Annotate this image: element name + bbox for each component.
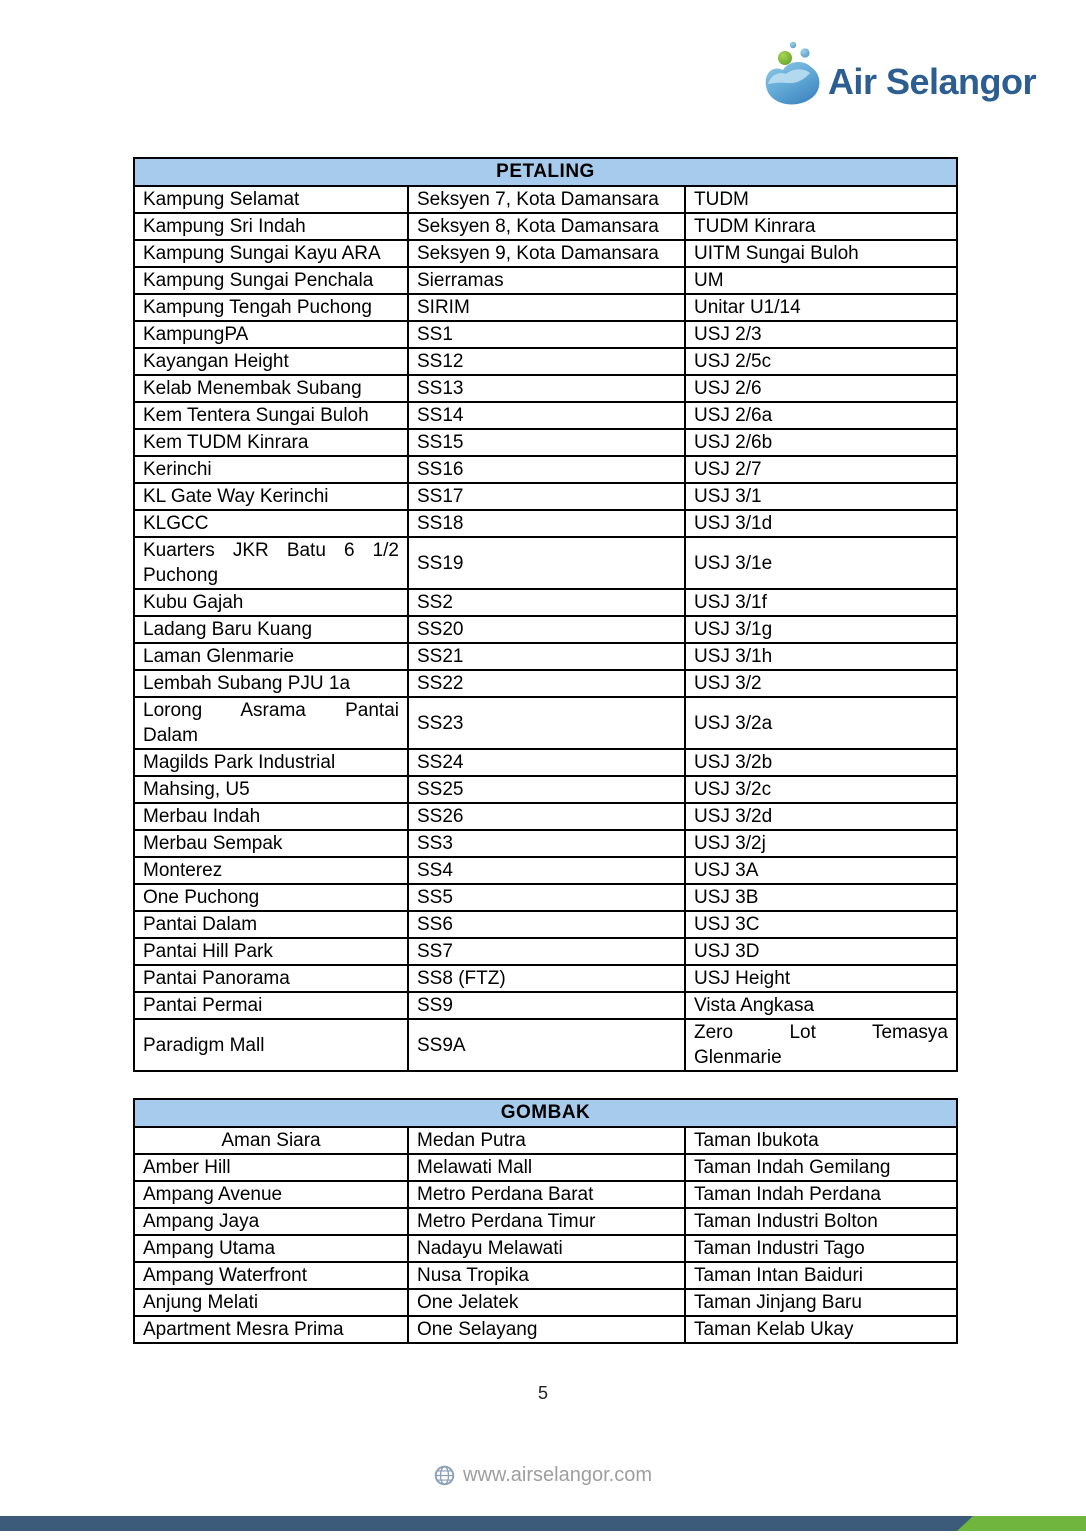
table-row (134, 749, 957, 776)
table-cell: USJ 3/1e (685, 537, 957, 589)
table-cell: Kuarters JKR Batu 6 1/2 Puchong (134, 537, 408, 589)
table-row (134, 965, 957, 992)
table-cell: SS12 (408, 348, 685, 375)
table-row (134, 616, 957, 643)
table-row (134, 321, 957, 348)
table-cell: SS8 (FTZ) (408, 965, 685, 992)
table-cell: Ampang Avenue (134, 1181, 408, 1208)
table-row (134, 884, 957, 911)
table-cell: Kerinchi (134, 456, 408, 483)
table-cell: Aman Siara (134, 1127, 408, 1154)
table-cell: SS13 (408, 375, 685, 402)
table-cell: USJ Height (685, 965, 957, 992)
table-cell: Nadayu Melawati (408, 1235, 685, 1262)
table-row (134, 1262, 957, 1289)
footer-bar-green-accent (955, 1516, 1086, 1531)
table-cell: USJ 2/5c (685, 348, 957, 375)
table-cell: Taman Indah Perdana (685, 1181, 957, 1208)
table-row (134, 1208, 957, 1235)
table-cell: SS17 (408, 483, 685, 510)
table-row (134, 186, 957, 213)
petaling-table-title: PETALING (134, 158, 957, 186)
table-cell: Kampung Sungai Penchala (134, 267, 408, 294)
table-cell: Paradigm Mall (134, 1019, 408, 1071)
table-title-row (134, 1099, 957, 1127)
table-cell: USJ 3/2d (685, 803, 957, 830)
table-cell: Kelab Menembak Subang (134, 375, 408, 402)
table-cell: Zero Lot Temasya Glenmarie (685, 1019, 957, 1071)
table-cell: USJ 2/6b (685, 429, 957, 456)
logo-wordmark: Air Selangor (827, 61, 1036, 102)
table-cell: USJ 2/6 (685, 375, 957, 402)
table-title-row (134, 158, 957, 186)
table-cell: USJ 3/1g (685, 616, 957, 643)
table-cell: Magilds Park Industrial (134, 749, 408, 776)
table-cell: SS20 (408, 616, 685, 643)
table-cell: Apartment Mesra Prima (134, 1316, 408, 1343)
table-cell: USJ 3/1 (685, 483, 957, 510)
table-row (134, 697, 957, 749)
table-cell: Merbau Indah (134, 803, 408, 830)
table-row (134, 213, 957, 240)
table-cell: Seksyen 7, Kota Damansara (408, 186, 685, 213)
page-content (133, 157, 956, 1344)
table-cell: USJ 3/1f (685, 589, 957, 616)
table-row (134, 510, 957, 537)
table-cell: Nusa Tropika (408, 1262, 685, 1289)
table-cell: Monterez (134, 857, 408, 884)
table-row (134, 402, 957, 429)
table-cell: Kem Tentera Sungai Buloh (134, 402, 408, 429)
table-row (134, 1181, 957, 1208)
table-cell: Laman Glenmarie (134, 643, 408, 670)
table-cell: Melawati Mall (408, 1154, 685, 1181)
table-cell: TUDM (685, 186, 957, 213)
table-cell: Taman Kelab Ukay (685, 1316, 957, 1343)
table-cell: SS7 (408, 938, 685, 965)
table-cell: USJ 3C (685, 911, 957, 938)
table-cell: SS3 (408, 830, 685, 857)
table-cell: Seksyen 8, Kota Damansara (408, 213, 685, 240)
table-cell: UITM Sungai Buloh (685, 240, 957, 267)
table-row (134, 911, 957, 938)
table-cell: Metro Perdana Barat (408, 1181, 685, 1208)
gombak-table (133, 1098, 958, 1344)
table-cell: Kayangan Height (134, 348, 408, 375)
table-row (134, 240, 957, 267)
table-row (134, 1154, 957, 1181)
table-row (134, 670, 957, 697)
table-cell: Taman Industri Bolton (685, 1208, 957, 1235)
table-row (134, 1316, 957, 1343)
table-row (134, 375, 957, 402)
table-cell: Unitar U1/14 (685, 294, 957, 321)
table-cell: SS5 (408, 884, 685, 911)
table-row (134, 537, 957, 589)
table-cell: Kampung Sri Indah (134, 213, 408, 240)
table-cell: USJ 3/2c (685, 776, 957, 803)
table-cell: SIRIM (408, 294, 685, 321)
table-cell: SS9A (408, 1019, 685, 1071)
air-selangor-logo (760, 40, 1036, 108)
table-cell: Pantai Permai (134, 992, 408, 1019)
table-cell: Ampang Waterfront (134, 1262, 408, 1289)
table-cell: Taman Jinjang Baru (685, 1289, 957, 1316)
table-cell: SS1 (408, 321, 685, 348)
footer-website-link[interactable] (0, 1464, 1086, 1487)
table-cell: Anjung Melati (134, 1289, 408, 1316)
table-cell: One Jelatek (408, 1289, 685, 1316)
table-row (134, 1127, 957, 1154)
table-cell: Kem TUDM Kinrara (134, 429, 408, 456)
table-cell: Kampung Selamat (134, 186, 408, 213)
table-cell: Pantai Dalam (134, 911, 408, 938)
globe-icon (434, 1465, 455, 1486)
table-row (134, 803, 957, 830)
table-cell: Ampang Jaya (134, 1208, 408, 1235)
table-row (134, 589, 957, 616)
table-cell: Taman Indah Gemilang (685, 1154, 957, 1181)
table-cell: USJ 3/2b (685, 749, 957, 776)
table-cell: Kampung Tengah Puchong (134, 294, 408, 321)
table-cell: KLGCC (134, 510, 408, 537)
table-row (134, 1019, 957, 1071)
table-cell: Kampung Sungai Kayu ARA (134, 240, 408, 267)
table-cell: SS14 (408, 402, 685, 429)
gombak-table-title: GOMBAK (134, 1099, 957, 1127)
table-cell: One Selayang (408, 1316, 685, 1343)
table-cell: SS24 (408, 749, 685, 776)
table-row (134, 857, 957, 884)
table-cell: SS21 (408, 643, 685, 670)
table-cell: SS23 (408, 697, 685, 749)
table-cell: Sierramas (408, 267, 685, 294)
table-cell: Mahsing, U5 (134, 776, 408, 803)
table-cell: SS22 (408, 670, 685, 697)
table-cell: USJ 3/2 (685, 670, 957, 697)
table-cell: Taman Ibukota (685, 1127, 957, 1154)
table-cell: Seksyen 9, Kota Damansara (408, 240, 685, 267)
table-row (134, 830, 957, 857)
table-cell: Vista Angkasa (685, 992, 957, 1019)
table-row (134, 776, 957, 803)
table-cell: Kubu Gajah (134, 589, 408, 616)
table-cell: Lembah Subang PJU 1a (134, 670, 408, 697)
table-cell: SS4 (408, 857, 685, 884)
table-cell: Metro Perdana Timur (408, 1208, 685, 1235)
table-cell: USJ 3/1h (685, 643, 957, 670)
table-cell: SS6 (408, 911, 685, 938)
table-cell: USJ 2/7 (685, 456, 957, 483)
table-row (134, 429, 957, 456)
table-cell: Ladang Baru Kuang (134, 616, 408, 643)
table-row (134, 938, 957, 965)
table-row (134, 643, 957, 670)
table-cell: SS19 (408, 537, 685, 589)
table-cell: Pantai Hill Park (134, 938, 408, 965)
table-cell: Pantai Panorama (134, 965, 408, 992)
table-cell: Taman Intan Baiduri (685, 1262, 957, 1289)
table-cell: Lorong Asrama Pantai Dalam (134, 697, 408, 749)
table-row (134, 1289, 957, 1316)
table-cell: Amber Hill (134, 1154, 408, 1181)
table-cell: USJ 2/3 (685, 321, 957, 348)
table-cell: SS16 (408, 456, 685, 483)
table-cell: Medan Putra (408, 1127, 685, 1154)
table-cell: USJ 2/6a (685, 402, 957, 429)
table-row (134, 456, 957, 483)
table-cell: USJ 3/2j (685, 830, 957, 857)
table-cell: Taman Industri Tago (685, 1235, 957, 1262)
footer-website-text: www.airselangor.com (463, 1464, 652, 1486)
table-row (134, 1235, 957, 1262)
table-cell: USJ 3/1d (685, 510, 957, 537)
table-cell: SS25 (408, 776, 685, 803)
page-number: 5 (537, 1383, 548, 1403)
table-cell: One Puchong (134, 884, 408, 911)
table-cell: USJ 3A (685, 857, 957, 884)
table-row (134, 294, 957, 321)
table-row (134, 267, 957, 294)
water-droplet-logo-icon (760, 40, 822, 108)
table-cell: SS18 (408, 510, 685, 537)
table-cell: USJ 3D (685, 938, 957, 965)
table-row (134, 348, 957, 375)
table-cell: KL Gate Way Kerinchi (134, 483, 408, 510)
table-cell: Merbau Sempak (134, 830, 408, 857)
table-cell: SS2 (408, 589, 685, 616)
table-cell: USJ 3/2a (685, 697, 957, 749)
table-row (134, 483, 957, 510)
table-cell: TUDM Kinrara (685, 213, 957, 240)
footer-bar-blue (0, 1516, 1086, 1531)
table-cell: Ampang Utama (134, 1235, 408, 1262)
table-cell: UM (685, 267, 957, 294)
table-row (134, 992, 957, 1019)
petaling-table (133, 157, 958, 1072)
table-cell: SS15 (408, 429, 685, 456)
table-cell: USJ 3B (685, 884, 957, 911)
table-cell: SS9 (408, 992, 685, 1019)
table-cell: SS26 (408, 803, 685, 830)
table-cell: KampungPA (134, 321, 408, 348)
